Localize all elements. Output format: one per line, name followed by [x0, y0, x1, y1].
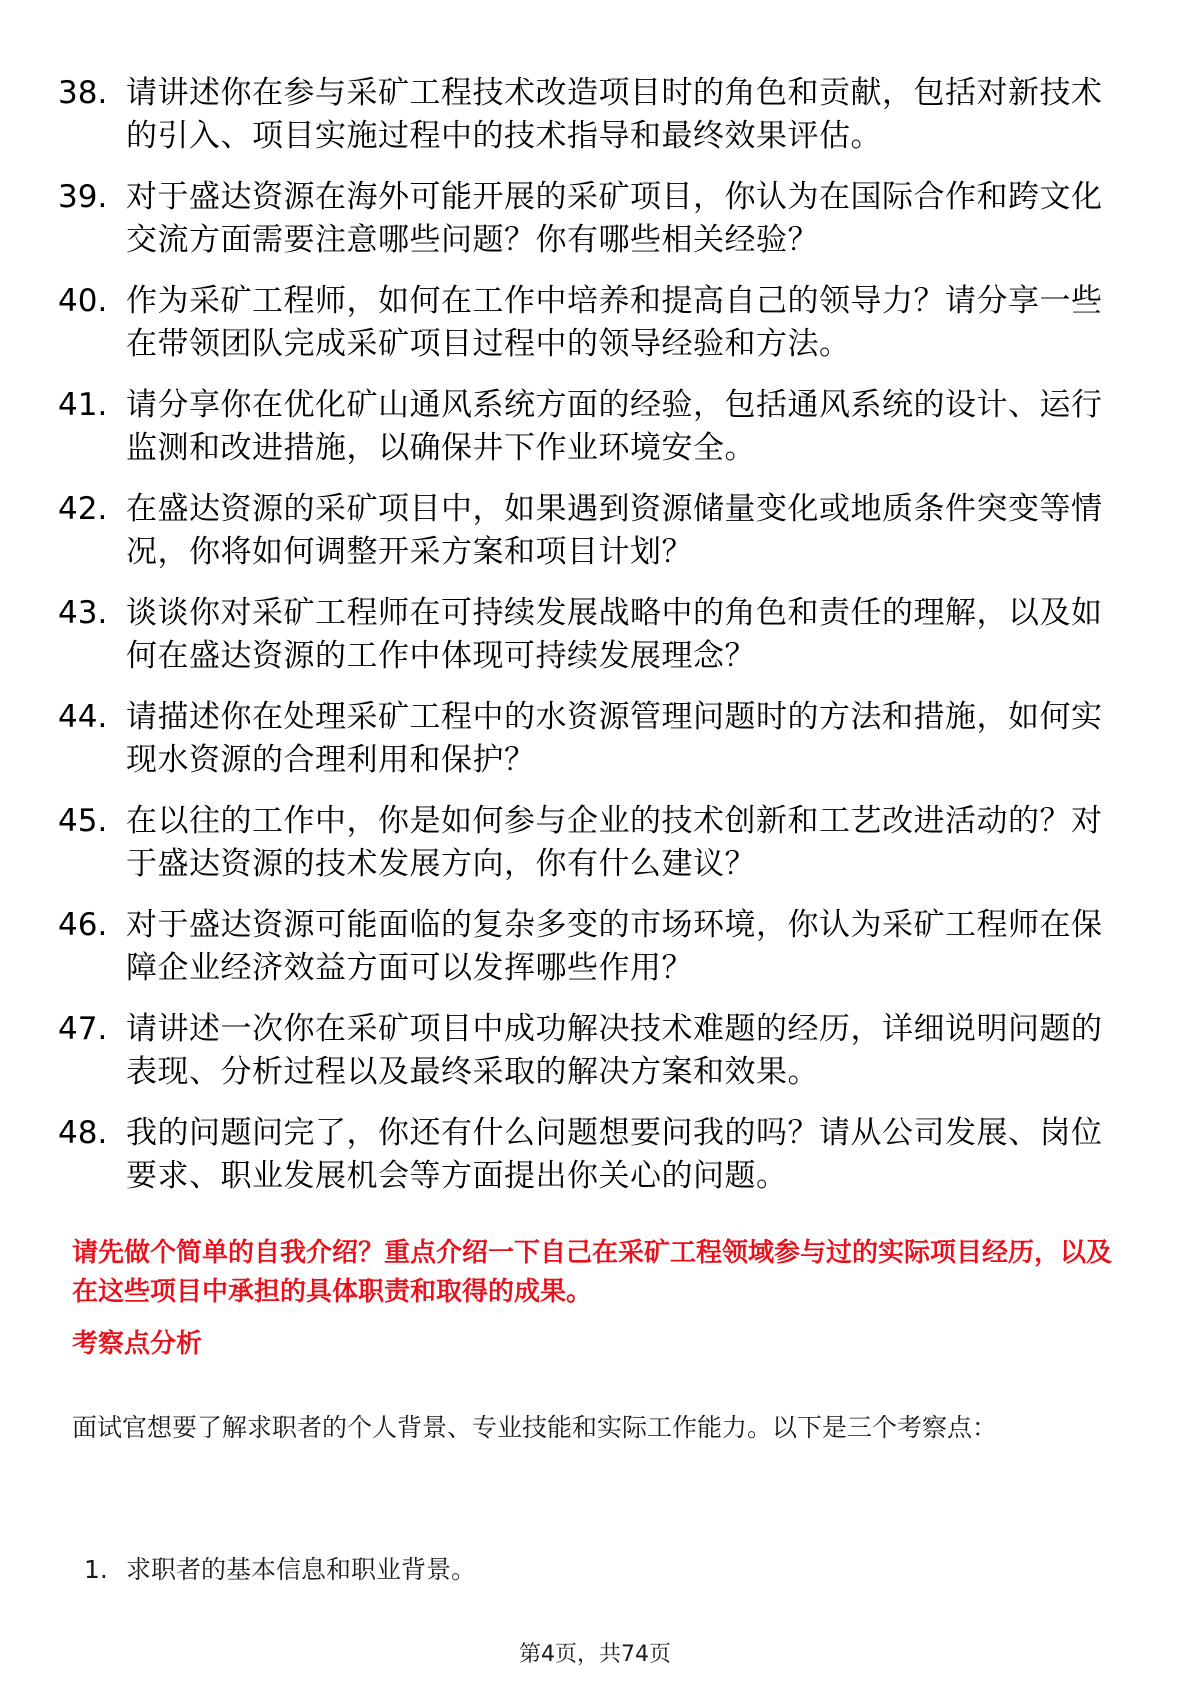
question-number: 39.: [58, 179, 108, 215]
question-item: [58, 280, 1118, 366]
question-number: 38.: [58, 75, 108, 111]
question-item: [58, 800, 1118, 886]
question-item: [58, 904, 1118, 990]
question-text: 请讲述你在参与采矿工程技术改造项目时的角色和贡献，包括对新技术的引入、项目实施过程中的技术指导和最终效果评估。: [126, 75, 1103, 154]
analysis-heading: 考察点分析: [72, 1329, 203, 1359]
question-number: 41.: [58, 387, 108, 423]
question-item: [58, 72, 1118, 158]
point-text: 求职者的基本信息和职业背景。: [126, 1555, 477, 1584]
question-text: 作为采矿工程师，如何在工作中培养和提高自己的领导力？请分享一些在带领团队完成采矿项目过程中的领导经验和方法。: [126, 283, 1103, 362]
question-number: 47.: [58, 1011, 108, 1047]
question-item: [58, 488, 1118, 574]
question-text: 在以往的工作中，你是如何参与企业的技术创新和工艺改进活动的？对于盛达资源的技术发展方向，你有什么建议？: [126, 803, 1103, 882]
analysis-point-list: [84, 1552, 476, 1588]
question-number: 43.: [58, 595, 108, 631]
question-text: 对于盛达资源在海外可能开展的采矿项目，你认为在国际合作和跨文化交流方面需要注意哪些问题？你有哪些相关经验？: [126, 179, 1103, 258]
analysis-intro: 面试官想要了解求职者的个人背景、专业技能和实际工作能力。以下是三个考察点：: [72, 1413, 998, 1442]
question-item: [58, 176, 1118, 262]
highlighted-question: 请先做个简单的自我介绍？重点介绍一下自己在采矿工程领域参与过的实际项目经历，以及在这些项目中承担的具体职责和取得的成果。: [72, 1238, 1113, 1307]
question-text: 对于盛达资源可能面临的复杂多变的市场环境，你认为采矿工程师在保障企业经济效益方面可以发挥哪些作用？: [126, 907, 1103, 986]
question-item: [58, 696, 1118, 782]
question-text: 请讲述一次你在采矿项目中成功解决技术难题的经历，详细说明问题的表现、分析过程以及最终采取的解决方案和效果。: [126, 1011, 1103, 1090]
point-number: 1.: [84, 1555, 108, 1584]
question-number: 45.: [58, 803, 108, 839]
question-item: [58, 592, 1118, 678]
question-number: 48.: [58, 1115, 108, 1151]
question-item: [58, 1112, 1118, 1198]
question-number: 44.: [58, 699, 108, 735]
question-number: 42.: [58, 491, 108, 527]
page-number: 第4页，共74页: [519, 1642, 671, 1667]
question-item: [58, 1008, 1118, 1094]
question-text: 我的问题问完了，你还有什么问题想要问我的吗？请从公司发展、岗位要求、职业发展机会等方面提出你关心的问题。: [126, 1115, 1103, 1194]
question-number: 46.: [58, 907, 108, 943]
question-text: 请分享你在优化矿山通风系统方面的经验，包括通风系统的设计、运行监测和改进措施，以确保井下作业环境安全。: [126, 387, 1103, 466]
question-item: [58, 384, 1118, 470]
question-text: 在盛达资源的采矿项目中，如果遇到资源储量变化或地质条件突变等情况，你将如何调整开采方案和项目计划？: [126, 491, 1103, 570]
list-item: [84, 1552, 476, 1588]
question-text: 谈谈你对采矿工程师在可持续发展战略中的角色和责任的理解，以及如何在盛达资源的工作中体现可持续发展理念？: [126, 595, 1103, 674]
question-list: [58, 72, 1118, 1216]
question-number: 40.: [58, 283, 108, 319]
question-text: 请描述你在处理采矿工程中的水资源管理问题时的方法和措施，如何实现水资源的合理利用和保护？: [126, 699, 1103, 778]
